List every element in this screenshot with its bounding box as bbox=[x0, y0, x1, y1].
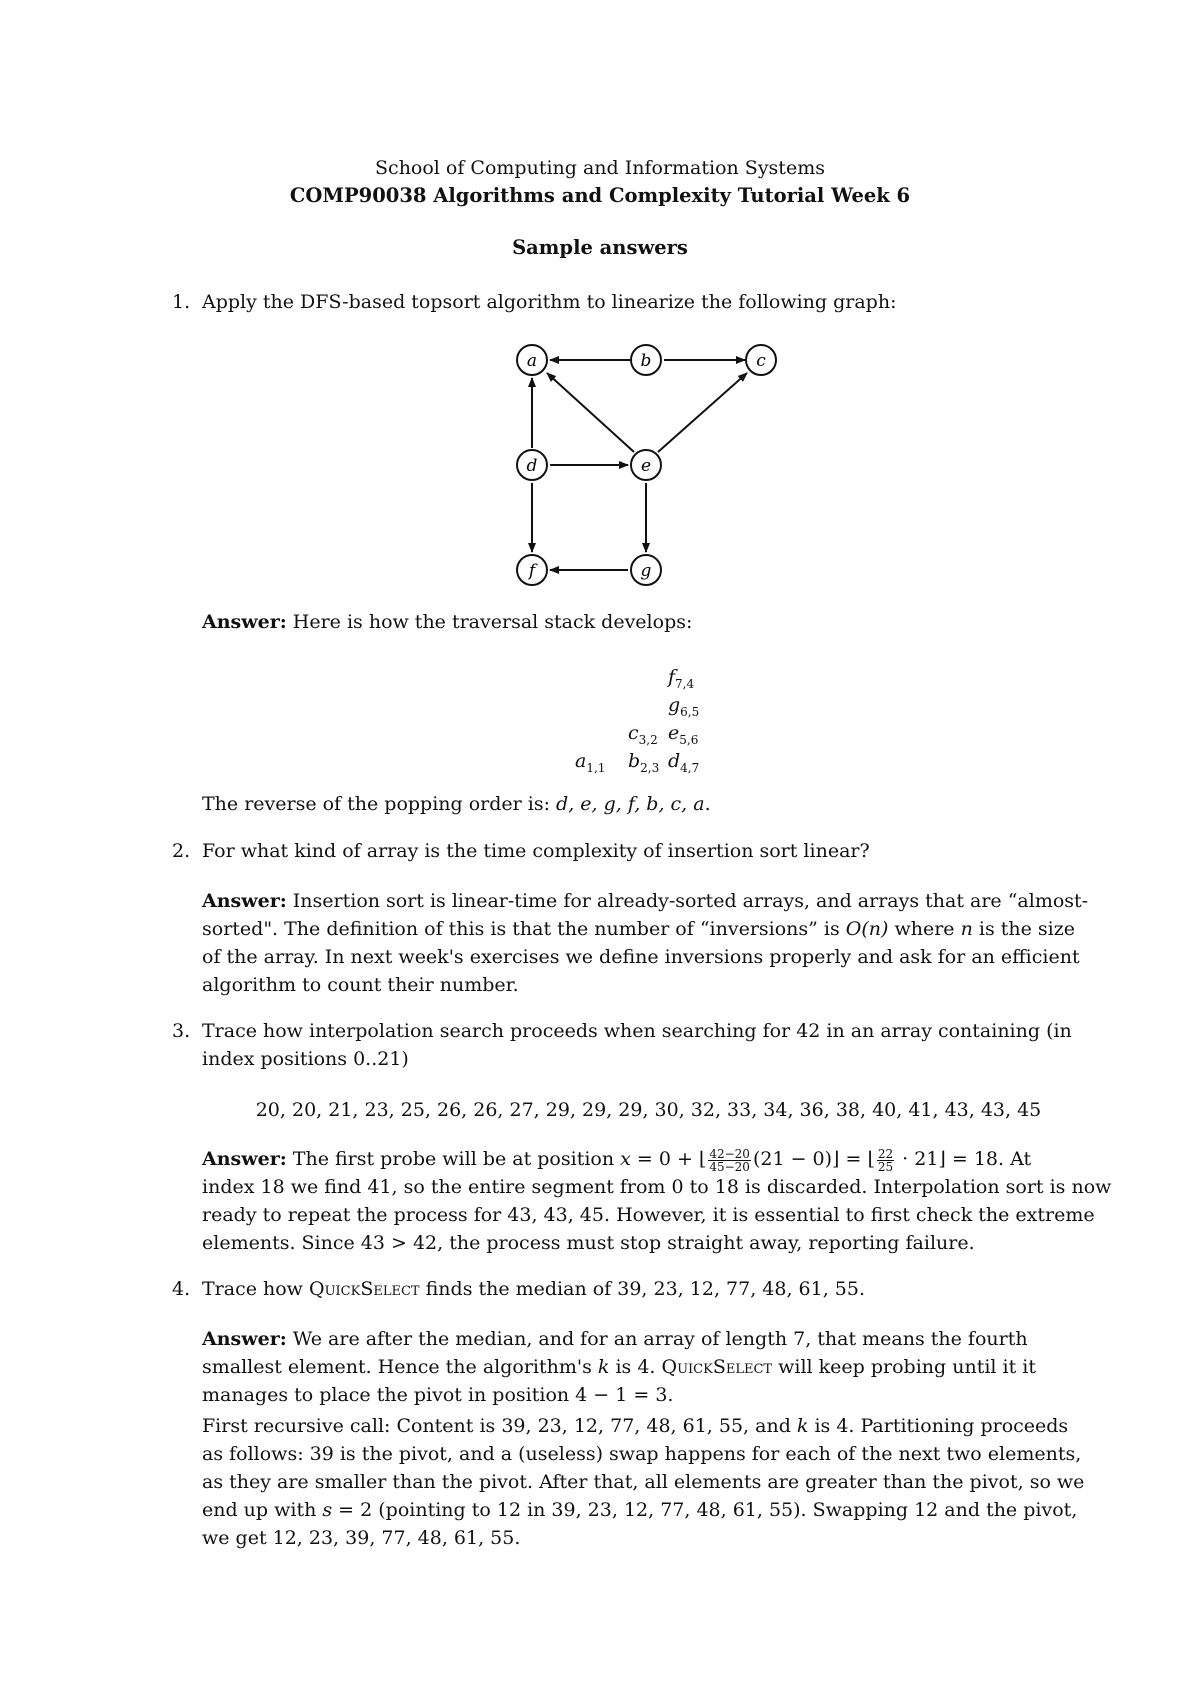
node-label: d bbox=[526, 456, 538, 476]
fraction-1: $\frac{42-20}{45-20}$ bbox=[709, 1146, 750, 1174]
q1-reverse: The reverse of the popping order is: d, e, g, f, b, c, a. bbox=[202, 793, 711, 815]
stack-g: $g_{6,5}$ bbox=[668, 694, 700, 719]
q4-question: Trace how QuickSelect finds the median of 39, 23, 12, 77, 48, 61, 55. bbox=[202, 1278, 866, 1300]
stack-d: $d_{4,7}$ bbox=[668, 750, 700, 775]
stack-b: $b_{2,3}$ bbox=[628, 750, 660, 775]
school-title: School of Computing and Information Systems bbox=[375, 157, 825, 179]
node-c bbox=[746, 345, 776, 375]
node-e bbox=[631, 450, 661, 480]
node-label: f bbox=[528, 561, 536, 581]
edge-e-c bbox=[658, 373, 747, 452]
q1-answer-intro: Here is how the traversal stack develops: bbox=[292, 611, 693, 633]
q4-number: 4. bbox=[172, 1278, 191, 1300]
q4-answer: Answer: We are after the median, and for an array of length 7, that means the fourth smallest element. Hence the algorithm's k is 4. QuickSelect will keep probing until it it manages to place the pivot in position 4 − 1 = 3. bbox=[202, 1328, 1036, 1406]
course-title: COMP90038 Algorithms and Complexity Tutorial Week 6 bbox=[289, 184, 911, 207]
edge-e-a bbox=[547, 373, 634, 452]
q3-number: 3. bbox=[172, 1020, 191, 1042]
stack-f: $f_{7,4}$ bbox=[668, 666, 695, 691]
node-d bbox=[517, 450, 547, 480]
node-label: e bbox=[640, 456, 652, 476]
node-f bbox=[517, 555, 547, 585]
answer-label: Answer: bbox=[202, 611, 287, 633]
q2-answer: Answer: Insertion sort is linear-time for already-sorted arrays, and arrays that are “almost- sorted". The definition of this is that the number of “inversions” is O(n) where n is the size of the array. In next week's exercises we define inversions properly and ask for an efficient algorithm to count their number. bbox=[202, 890, 1089, 996]
node-g bbox=[631, 555, 661, 585]
node-b bbox=[631, 345, 661, 375]
reverse-order: d, e, g, f, b, c, a bbox=[556, 793, 705, 815]
node-label: a bbox=[526, 351, 538, 371]
q2-question: For what kind of array is the time complexity of insertion sort linear? bbox=[202, 840, 870, 862]
stack-a: $a_{1,1}$ bbox=[575, 750, 606, 775]
q1-answer bbox=[202, 608, 1095, 636]
node-label: g bbox=[640, 561, 652, 581]
q1-question: Apply the DFS-based topsort algorithm to linearize the following graph: bbox=[202, 291, 897, 313]
node-label: c bbox=[756, 351, 766, 371]
node-a bbox=[517, 345, 547, 375]
fraction-2: $\frac{22}{25}$ bbox=[877, 1146, 894, 1174]
subtitle: Sample answers bbox=[512, 236, 688, 259]
q3-answer: Answer: The first probe will be at position x = 0 + ⌊ $\frac{42-20}{45-20}$ (21 − 0)⌋ = ⌊ $\frac{22}{25}$ · 21⌋ = 18. At index 18 we find 41, so the entire segment from 0 to 18 is discarded. Interpolation sort is now ready to repeat the process for 43, 43, 45. However, it is essential to first check the extreme elements. Since 43 > 42, the process must stop straight away, reporting failure. bbox=[202, 1146, 1112, 1254]
stack-c: $c_{3,2}$ bbox=[628, 722, 658, 747]
q2-number: 2. bbox=[172, 840, 191, 862]
node-label: b bbox=[640, 351, 652, 371]
q4-first-call: First recursive call: Content is 39, 23, 12, 77, 48, 61, 55, and k is 4. Partitioning proceeds as follows: 39 is the pivot, and a (useless) swap happens for each of the next two elements, as they are smaller than the pivot. After that, all elements are greater than the pivot, so we end up with s = 2 (pointing to 12 in 39, 23, 12, 77, 48, 61, 55). Swapping 12 and the pivot, we get 12, 23, 39, 77, 48, 61, 55. bbox=[202, 1415, 1085, 1549]
q3-array-sequence: 20, 20, 21, 23, 25, 26, 26, 27, 29, 29, 29, 30, 32, 33, 34, 36, 38, 40, 41, 43, 43, 45 bbox=[255, 1099, 1042, 1121]
stack-e: $e_{5,6}$ bbox=[668, 722, 699, 747]
q1-number: 1. bbox=[172, 291, 191, 313]
q3-question: Trace how interpolation search proceeds when searching for 42 in an array containing (in index positions 0..21) bbox=[202, 1020, 1072, 1070]
